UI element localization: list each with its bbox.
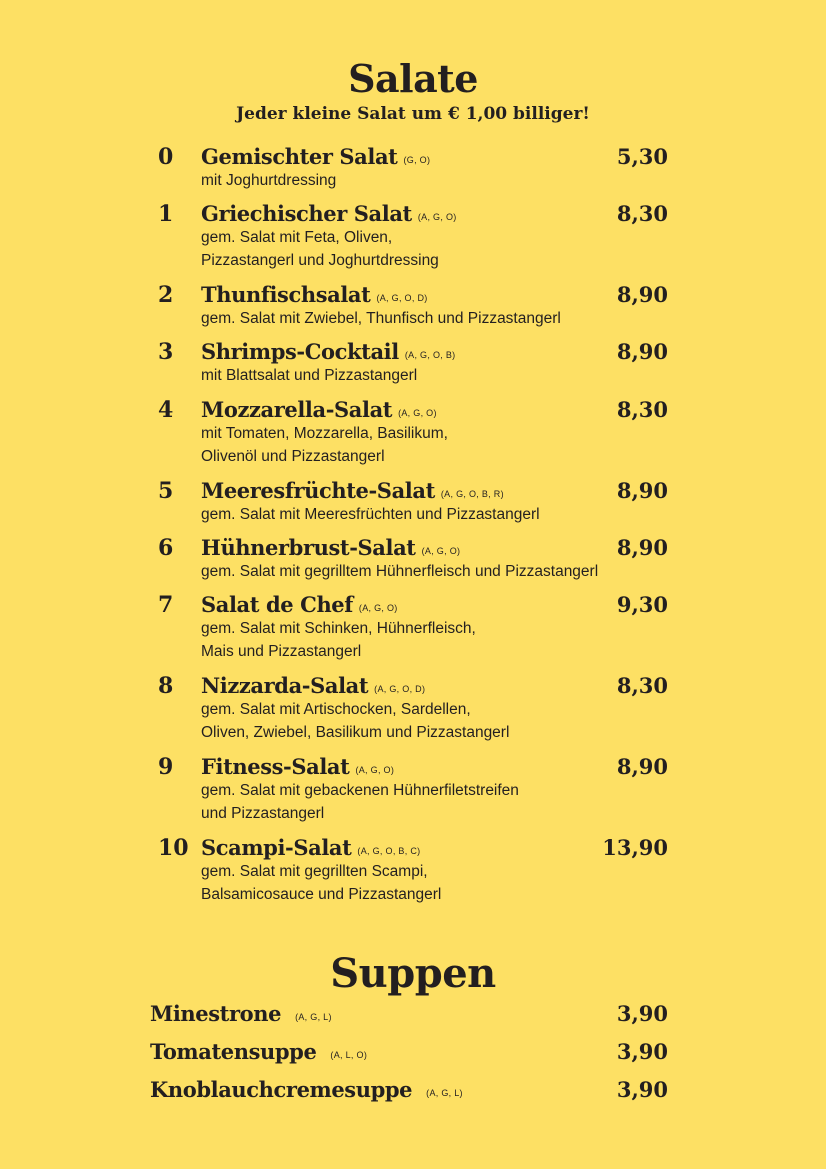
item-price: 8,30 (616, 397, 668, 422)
soup-name-line (150, 1076, 463, 1107)
allergen-codes: (A, G, L) (295, 1012, 332, 1022)
description-line: gem. Salat mit Schinken, Hühnerfleisch, (201, 620, 476, 637)
item-description (201, 779, 519, 825)
section-title-salate: Salate (348, 56, 478, 101)
item-description (201, 422, 448, 468)
item-number: 1 (158, 201, 174, 227)
description-line: mit Tomaten, Mozzarella, Basilikum, (201, 425, 448, 442)
description-line: mit Blattsalat und Pizzastangerl (201, 367, 418, 384)
item-name: Mozzarella-Salat (201, 397, 393, 422)
item-name: Meeresfrüchte-Salat (201, 478, 435, 503)
soup-name: Knoblauchcremesuppe (150, 1077, 413, 1102)
allergen-codes: (A, G, L) (426, 1088, 463, 1098)
description-line: Balsamicosauce und Pizzastangerl (201, 886, 442, 903)
description-line: und Pizzastangerl (201, 805, 325, 822)
allergen-codes: (A, G, O) (398, 408, 437, 418)
item-price: 9,30 (616, 592, 668, 617)
allergen-codes: (A, G, O) (417, 212, 457, 222)
item-price: 8,90 (616, 282, 668, 307)
allergen-codes: (A, G, O, B, R) (440, 489, 504, 499)
section-title-suppen: Suppen (330, 950, 496, 997)
item-description (201, 364, 417, 387)
item-description (201, 617, 476, 663)
item-number: 3 (158, 339, 174, 365)
item-price: 8,30 (616, 673, 668, 698)
description-line: Mais und Pizzastangerl (201, 643, 362, 660)
description-line: Olivenöl und Pizzastangerl (201, 448, 385, 465)
item-description (201, 226, 439, 272)
allergen-codes: (A, G, O) (355, 765, 395, 775)
item-number: 0 (158, 144, 174, 170)
allergen-codes: (A, G, O) (358, 603, 398, 613)
item-price: 8,90 (616, 339, 668, 364)
soup-price: 3,90 (616, 1001, 668, 1026)
item-name: Shrimps-Cocktail (201, 339, 399, 364)
item-price: 8,90 (616, 478, 668, 503)
item-description (201, 307, 561, 330)
item-name: Fitness-Salat (201, 754, 350, 779)
description-line: mit Joghurtdressing (201, 172, 337, 189)
item-price: 5,30 (616, 144, 668, 169)
description-line: gem. Salat mit gebackenen Hühnerfiletstreifen (201, 782, 519, 799)
item-price: 13,90 (602, 835, 668, 860)
item-description (201, 698, 509, 744)
item-description (201, 560, 598, 583)
allergen-codes: (A, G, O, B, C) (357, 846, 421, 856)
description-line: Pizzastangerl und Joghurtdressing (201, 252, 439, 269)
item-number: 6 (158, 535, 174, 561)
description-line: Oliven, Zwiebel, Basilikum und Pizzastangerl (201, 724, 510, 741)
item-price: 8,90 (616, 754, 668, 779)
item-number: 9 (158, 754, 174, 780)
description-line: gem. Salat mit gegrillten Scampi, (201, 863, 428, 880)
item-name: Griechischer Salat (201, 201, 412, 226)
item-number: 4 (158, 397, 174, 423)
item-number: 2 (158, 282, 174, 308)
allergen-codes: (A, L, O) (330, 1050, 368, 1060)
item-number: 7 (158, 592, 174, 618)
item-description (201, 169, 336, 192)
item-name: Thunfischsalat (201, 282, 371, 307)
soup-price: 3,90 (616, 1077, 668, 1102)
soup-price: 3,90 (616, 1039, 668, 1064)
salate-subtitle: Jeder kleine Salat um € 1,00 billiger! (236, 104, 590, 124)
soup-name: Minestrone (150, 1001, 282, 1026)
item-description (201, 860, 441, 906)
allergen-codes: (A, G, O, B) (404, 350, 456, 360)
description-line: gem. Salat mit gegrilltem Hühnerfleisch und Pizzastangerl (201, 563, 599, 580)
allergen-codes: (A, G, O, D) (376, 293, 428, 303)
item-number: 5 (158, 478, 174, 504)
description-line: gem. Salat mit Artischocken, Sardellen, (201, 701, 471, 718)
item-price: 8,90 (616, 535, 668, 560)
description-line: gem. Salat mit Feta, Oliven, (201, 229, 393, 246)
item-description (201, 503, 540, 526)
soup-name-line (150, 1038, 367, 1069)
item-number: 10 (158, 835, 189, 861)
allergen-codes: (G, O) (403, 155, 431, 165)
item-name: Nizzarda-Salat (201, 673, 369, 698)
item-name: Salat de Chef (201, 592, 353, 617)
item-price: 8,30 (616, 201, 668, 226)
description-line: gem. Salat mit Zwiebel, Thunfisch und Pizzastangerl (201, 310, 561, 327)
item-name: Hühnerbrust-Salat (201, 535, 416, 560)
item-number: 8 (158, 673, 174, 699)
item-name: Scampi-Salat (201, 835, 352, 860)
allergen-codes: (A, G, O) (421, 546, 461, 556)
item-name: Gemischter Salat (201, 144, 398, 169)
soup-name: Tomatensuppe (150, 1039, 317, 1064)
allergen-codes: (A, G, O, D) (374, 684, 426, 694)
description-line: gem. Salat mit Meeresfrüchten und Pizzastangerl (201, 506, 540, 523)
soup-name-line (150, 1000, 332, 1031)
